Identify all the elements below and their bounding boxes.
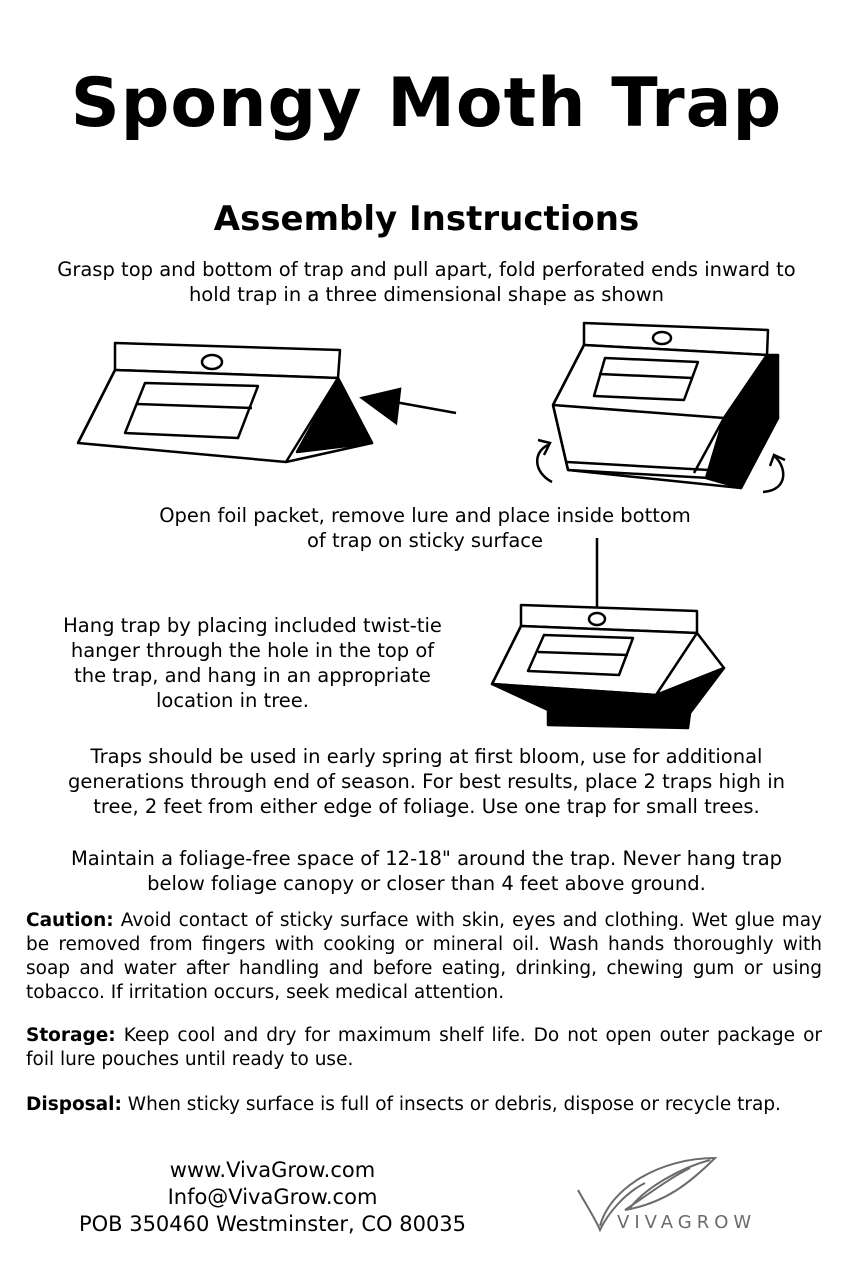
disposal-text: When sticky surface is full of insects or debris, dispose or recycle trap. [127, 1094, 781, 1115]
disposal-label: Disposal: [26, 1094, 122, 1115]
email-link[interactable]: Info@VivaGrow.com [167, 1185, 378, 1209]
website-link[interactable]: www.VivaGrow.com [169, 1158, 376, 1182]
storage-text: Keep cool and dry for maximum shelf life. Do not open outer package or foil lure pouches until ready to use. [26, 1025, 822, 1070]
usage-line3: tree, 2 feet from either edge of foliage. Use one trap for small trees. [93, 795, 760, 818]
step1-line1: Grasp top and bottom of trap and pull apart, fold perforated ends inward to [57, 258, 796, 281]
postal-address: POB 350460 Westminster, CO 80035 [78, 1212, 467, 1236]
disposal-paragraph [26, 1093, 836, 1117]
spacing-line2: below foliage canopy or closer than 4 feet above ground. [147, 872, 706, 895]
usage-line1: Traps should be used in early spring at first bloom, use for additional [90, 745, 763, 768]
usage-paragraph [0, 744, 853, 819]
step1-line2: hold trap in a three dimensional shape as shown [188, 283, 665, 306]
storage-label: Storage: [26, 1025, 116, 1046]
spacing-paragraph [0, 846, 853, 896]
caution-text: Avoid contact of sticky surface with skin, eyes and clothing. Wet glue may be removed from fingers with cooking or mineral oil. Wash hands thoroughly with soap and water after handling and before eating, drinking, chewing gum or using tobacco. If irritation occurs, seek medical attention. [26, 910, 822, 1003]
section-heading: Assembly Instructions [213, 199, 640, 239]
usage-line2: generations through end of season. For best results, place 2 traps high in [68, 770, 785, 793]
hanging-trap-drawing [492, 605, 724, 728]
brand-name: VIVAGROW [617, 1212, 757, 1233]
step2-line1: Open foil packet, remove lure and place inside bottom [159, 504, 691, 527]
caution-paragraph [26, 909, 822, 1005]
step3-line1: Hang trap by placing included twist-tie [63, 614, 442, 637]
step3-instruction [40, 613, 465, 713]
caution-label: Caution: [26, 910, 114, 931]
step3-line4: location in tree. [156, 689, 309, 712]
step3-line2: hanger through the hole in the top of [70, 639, 435, 662]
step3-line3: the trap, and hang in an appropriate [74, 664, 431, 687]
step2-line2: of trap on sticky surface [306, 529, 544, 552]
contact-block [40, 1157, 505, 1238]
spacing-line1: Maintain a foliage-free space of 12-18" around the trap. Never hang trap [70, 847, 783, 870]
page-title: Spongy Moth Trap [70, 64, 783, 143]
storage-paragraph [26, 1024, 822, 1072]
